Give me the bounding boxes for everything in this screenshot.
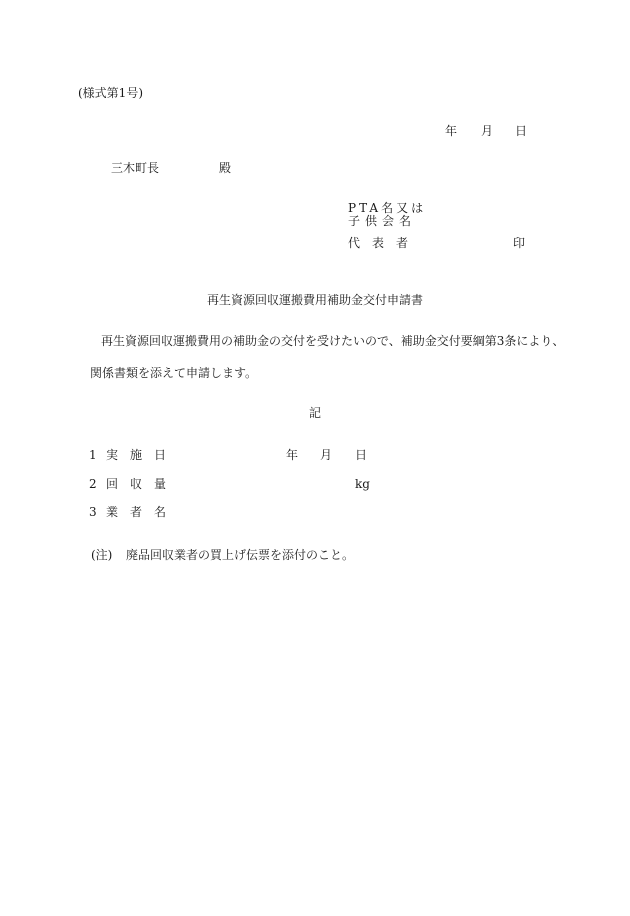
seal-mark: 印	[513, 236, 526, 250]
item-label-collection-amount: 回 収 量	[106, 477, 167, 491]
form-number: (様式第1号)	[78, 86, 143, 100]
addressee-honorific: 殿	[219, 161, 232, 175]
item-label-implementation-date: 実 施 日	[106, 448, 167, 462]
item-label-vendor-name: 業 者 名	[106, 505, 167, 519]
org-label-line1: PTA名又は	[348, 201, 427, 215]
date-month-label: 月	[481, 124, 494, 138]
document-title: 再生資源回収運搬費用補助金交付申請書	[207, 293, 424, 307]
item-day-label: 日	[355, 448, 368, 462]
date-day-label: 日	[515, 124, 528, 138]
addressee-name: 三木町長	[111, 161, 160, 175]
item-month-label: 月	[320, 448, 333, 462]
item-number: 2	[89, 477, 97, 491]
representative-label: 代 表 者	[348, 236, 409, 250]
item-number: 1	[89, 448, 97, 462]
ki-heading: 記	[309, 406, 322, 420]
item-unit-kg: kg	[355, 477, 370, 491]
org-label-line2: 子供会名	[348, 214, 417, 228]
item-number: 3	[89, 505, 97, 519]
note-mark: (注)	[91, 548, 113, 562]
date-year-label: 年	[445, 124, 458, 138]
body-line-1: 再生資源回収運搬費用の補助金の交付を受けたいので、補助金交付要綱第3条により、	[101, 334, 565, 348]
item-year-label: 年	[286, 448, 299, 462]
note-text: 廃品回収業者の買上げ伝票を添付のこと。	[126, 548, 355, 562]
body-line-2: 関係書類を添えて申請します。	[90, 366, 258, 380]
